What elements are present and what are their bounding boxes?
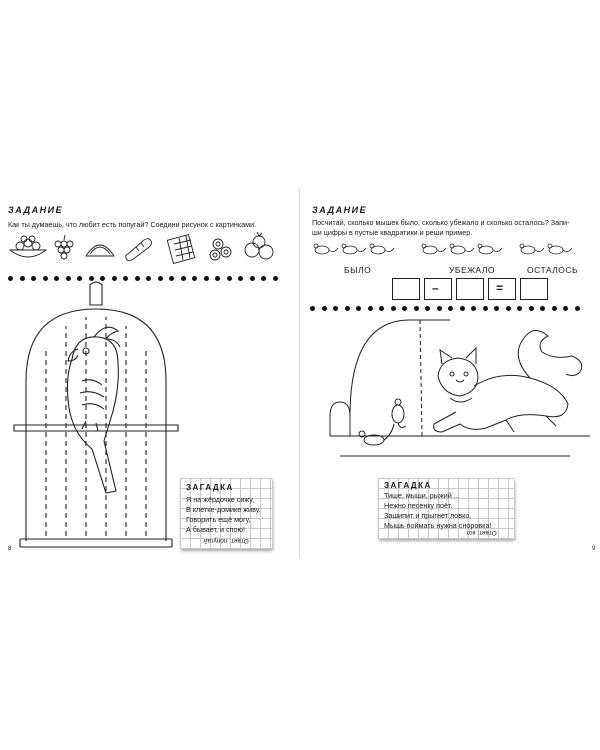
right-page-number: 9 (592, 546, 596, 552)
label-remained: ОСТАЛОСЬ (527, 265, 579, 275)
left-riddle-line-3: Говорить ещё могу, (186, 515, 251, 524)
sausage-icon[interactable] (126, 239, 152, 261)
right-riddle-line-1: Тише, мыши, рыжий ... (384, 491, 460, 500)
perch-icon (14, 425, 178, 431)
right-riddle-line-4: Мышь поймать нужна сноровка! (384, 521, 492, 530)
mouse-icon (359, 399, 406, 445)
grapes-icon[interactable] (55, 235, 73, 259)
answer-box-ran-away[interactable] (456, 278, 484, 300)
left-riddle-answer: Ответ: попугай (204, 537, 249, 544)
left-riddle-title: ЗАГАДКА (186, 483, 234, 492)
right-riddle-line-3: Зашипит и прыгнет ловко. (384, 511, 472, 520)
left-task-title: ЗАДАНИЕ (8, 205, 64, 215)
equals-sign: = (496, 281, 504, 295)
melon-slice-icon[interactable] (86, 245, 114, 256)
mouse-icon (548, 244, 572, 254)
right-page (300, 188, 600, 558)
mouse-icon (520, 244, 544, 254)
left-riddle-line-2: В клетке-домике живу. (186, 505, 261, 514)
parrot-cage-illustration (6, 281, 196, 551)
right-riddle-line-2: Нежно песенку поёт. (384, 501, 453, 510)
nuts-icon[interactable] (210, 239, 231, 260)
minus-sign: – (432, 281, 439, 295)
cat-and-mice-illustration (310, 316, 590, 486)
left-page-number: 8 (8, 546, 12, 552)
cat-icon (434, 330, 582, 432)
mouse-icon (450, 244, 474, 254)
left-riddle-line-1: Я на жёрдочке сижу, (186, 495, 255, 504)
mouse-icon (422, 244, 446, 254)
tomatoes-icon[interactable] (245, 232, 273, 259)
mouse-icon (478, 244, 502, 254)
mouse-icon (314, 244, 338, 254)
label-ran-away: УБЕЖАЛО (449, 265, 496, 275)
right-task-title: ЗАДАНИЕ (312, 205, 368, 215)
left-page (0, 188, 300, 558)
left-riddle-card (180, 478, 272, 549)
answer-box-was[interactable] (392, 278, 420, 300)
parrot-icon (68, 327, 121, 493)
food-icons-row (8, 230, 298, 268)
label-was: БЫЛО (344, 265, 372, 275)
right-task-text-line-1: Посчитай, сколько мышек было, сколько убежало и сколько осталось? Запи- (312, 218, 570, 227)
left-task-text: Как ты думаешь, что любит есть попугай? Соедини рисунок с картинками. (8, 220, 257, 229)
mouse-icon (370, 244, 394, 254)
right-task-text-line-2: ши цифры в пустые квадратики и реши пример. (312, 228, 473, 237)
mice-row (312, 238, 582, 258)
mouse-hole-icon (330, 402, 350, 436)
fruit-bowl-icon[interactable] (10, 236, 46, 257)
mouse-icon (342, 244, 366, 254)
right-dots-divider (310, 306, 586, 313)
cage-icon (20, 282, 172, 547)
left-riddle-line-4: А бывает, и спою! (186, 525, 245, 534)
right-riddle-answer: Ответ: кот (466, 529, 497, 536)
chocolate-bar-icon[interactable] (167, 235, 194, 264)
answer-box-remained[interactable] (520, 278, 548, 300)
right-riddle-card (378, 478, 514, 539)
right-riddle-title: ЗАГАДКА (384, 481, 432, 490)
